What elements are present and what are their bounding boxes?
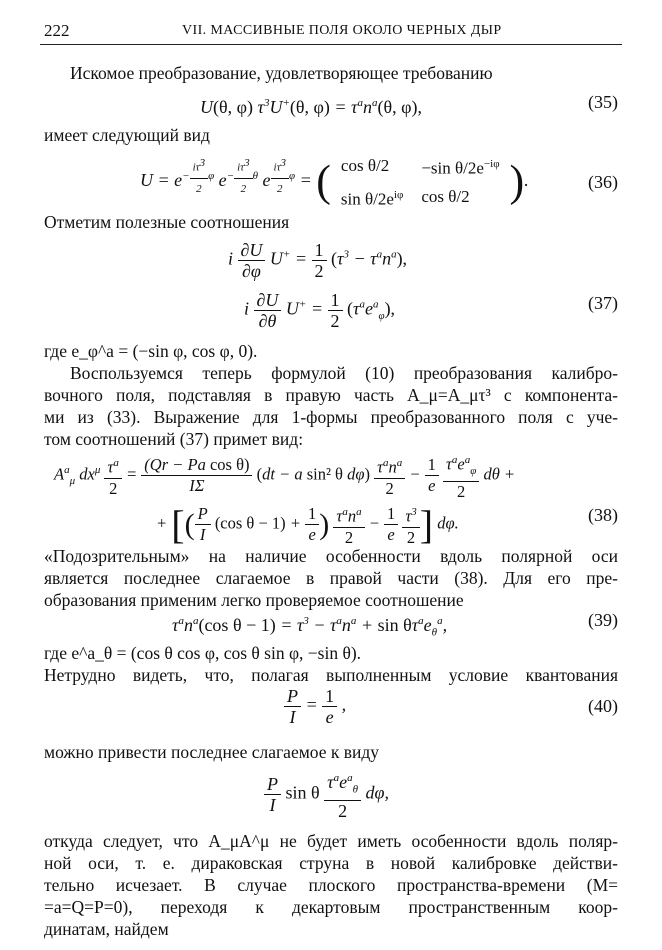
equation-40: $\frac{P}{I}$ = $\frac{1}{e}$ , xyxy=(284,686,346,727)
text-line: Искомое преобразование, удовлетворяющее требованию xyxy=(70,63,493,83)
equation-number: (39) xyxy=(588,610,618,630)
equation-number: (38) xyxy=(588,505,618,525)
text-line: где e_φ^a = (−sin φ, cos φ, 0). xyxy=(44,341,258,361)
equation-37a: i $\frac{\partial U}{\partial\varphi}$ U+ = $\frac{1}{2}$ $(\tau^3 - \tau^an^a)$, xyxy=(228,240,408,281)
text-line: Воспользуемся теперь формулой (10) преобразования калибро- xyxy=(70,363,618,383)
text-line: можно привести последнее слагаемое к виду xyxy=(44,742,380,762)
text-line: вочного поля, подставляя в правую часть A_μ=A_μτ³ с компонента- xyxy=(44,385,618,405)
text-line: том соотношений (37) примет вид: xyxy=(44,429,304,449)
text-line: откуда следует, что A_μA^μ не будет иметь особенности вдоль поляр- xyxy=(44,831,618,851)
equation-36: $U = e^{- \frac{i\tau^3}{2} \varphi}$ $e^{- \frac{i\tau^3}{2} \theta}$ e $^{\frac{i\tau^3}{2} \varphi}$ = ( cos θ/2 −sin $\theta/2e^{-i\varphi}$ $\sin \theta/2e^{i\varphi}$ cos θ/2 ). xyxy=(140,150,529,213)
running-head: VII. МАССИВНЫЕ ПОЛЯ ОКОЛО ЧЕРНЫХ ДЫР xyxy=(182,23,502,38)
text-line: имеет следующий вид xyxy=(44,125,210,145)
page-number: 222 xyxy=(44,21,70,40)
equation-number: (35) xyxy=(588,92,618,112)
equation-unnumbered: $\frac{P}{I}$ sin θ $\frac{\tau^ae^a_\theta}{2}$ dφ, xyxy=(264,768,389,821)
equation-39: $\tau^an^a(\cos$ $\theta - 1) = \tau^3 - \tau^an^a + \sin \theta\tau^ae_\theta^a$, xyxy=(172,615,448,639)
text-line: «Подозрительным» на наличие особенности вдоль полярной оси xyxy=(44,546,618,566)
text-line: Нетрудно видеть, что, полагая выполненным условие квантования xyxy=(44,665,618,685)
text-line: ной оси, т. е. дираковская струна в новой калибровке действи- xyxy=(44,853,618,873)
text-line: Отметим полезные соотношения xyxy=(44,212,290,232)
text-line: является последнее слагаемое в правой части (38). Для его пре- xyxy=(44,568,618,588)
text-line: образования применим легко проверяемое соотношение xyxy=(44,590,464,610)
equation-number: (36) xyxy=(588,172,618,192)
page-header xyxy=(40,16,622,45)
equation-38b: + [( $\frac{P}{I}$ (cos θ − 1) + $\frac{1}{e}$ ) $\frac{\tau^an^a}{2}$ − $\frac{1}{e}$ $\frac{\tau^3}{2}$ ] dφ. xyxy=(156,501,459,547)
equation-38a: $A^a_\mu$ $dx^\mu$ $\frac{\tau^a}{2}$ = $\frac{\text{(Qr − Pa cos θ)}}{I\Sigma}$ (dt − a sin² θ dφ) $\frac{\tau^an^a}{2}$ − $\frac{1}{e}$ $\frac{\tau^ae^a_\varphi}{2}$ dθ + xyxy=(54,450,515,502)
equation-number: (37) xyxy=(588,293,618,313)
text-line: где e^a_θ = (cos θ cos φ, cos θ sin φ, −sin θ). xyxy=(44,643,362,663)
equation-37b: i $\frac{\partial U}{\partial\theta}$ U+ = $\frac{1}{2}$ $(\tau^ae^a_\varphi)$, xyxy=(244,290,396,331)
text-line: =a=Q=P=0), переходя к декартовым пространственным коор- xyxy=(44,897,618,917)
equation-35: U(θ, φ) $\tau^3U^+(\theta$, $\varphi) = \tau^an^a(\theta$, φ), xyxy=(200,97,422,117)
text-line: ми из (33). Выражение для 1-формы преобразованного поля с уче- xyxy=(44,407,618,427)
text-line: тельно исчезает. В случае плоского пространства-времени (M= xyxy=(44,875,618,895)
text-line: динатам, найдем xyxy=(44,919,169,939)
equation-number: (40) xyxy=(588,696,618,716)
